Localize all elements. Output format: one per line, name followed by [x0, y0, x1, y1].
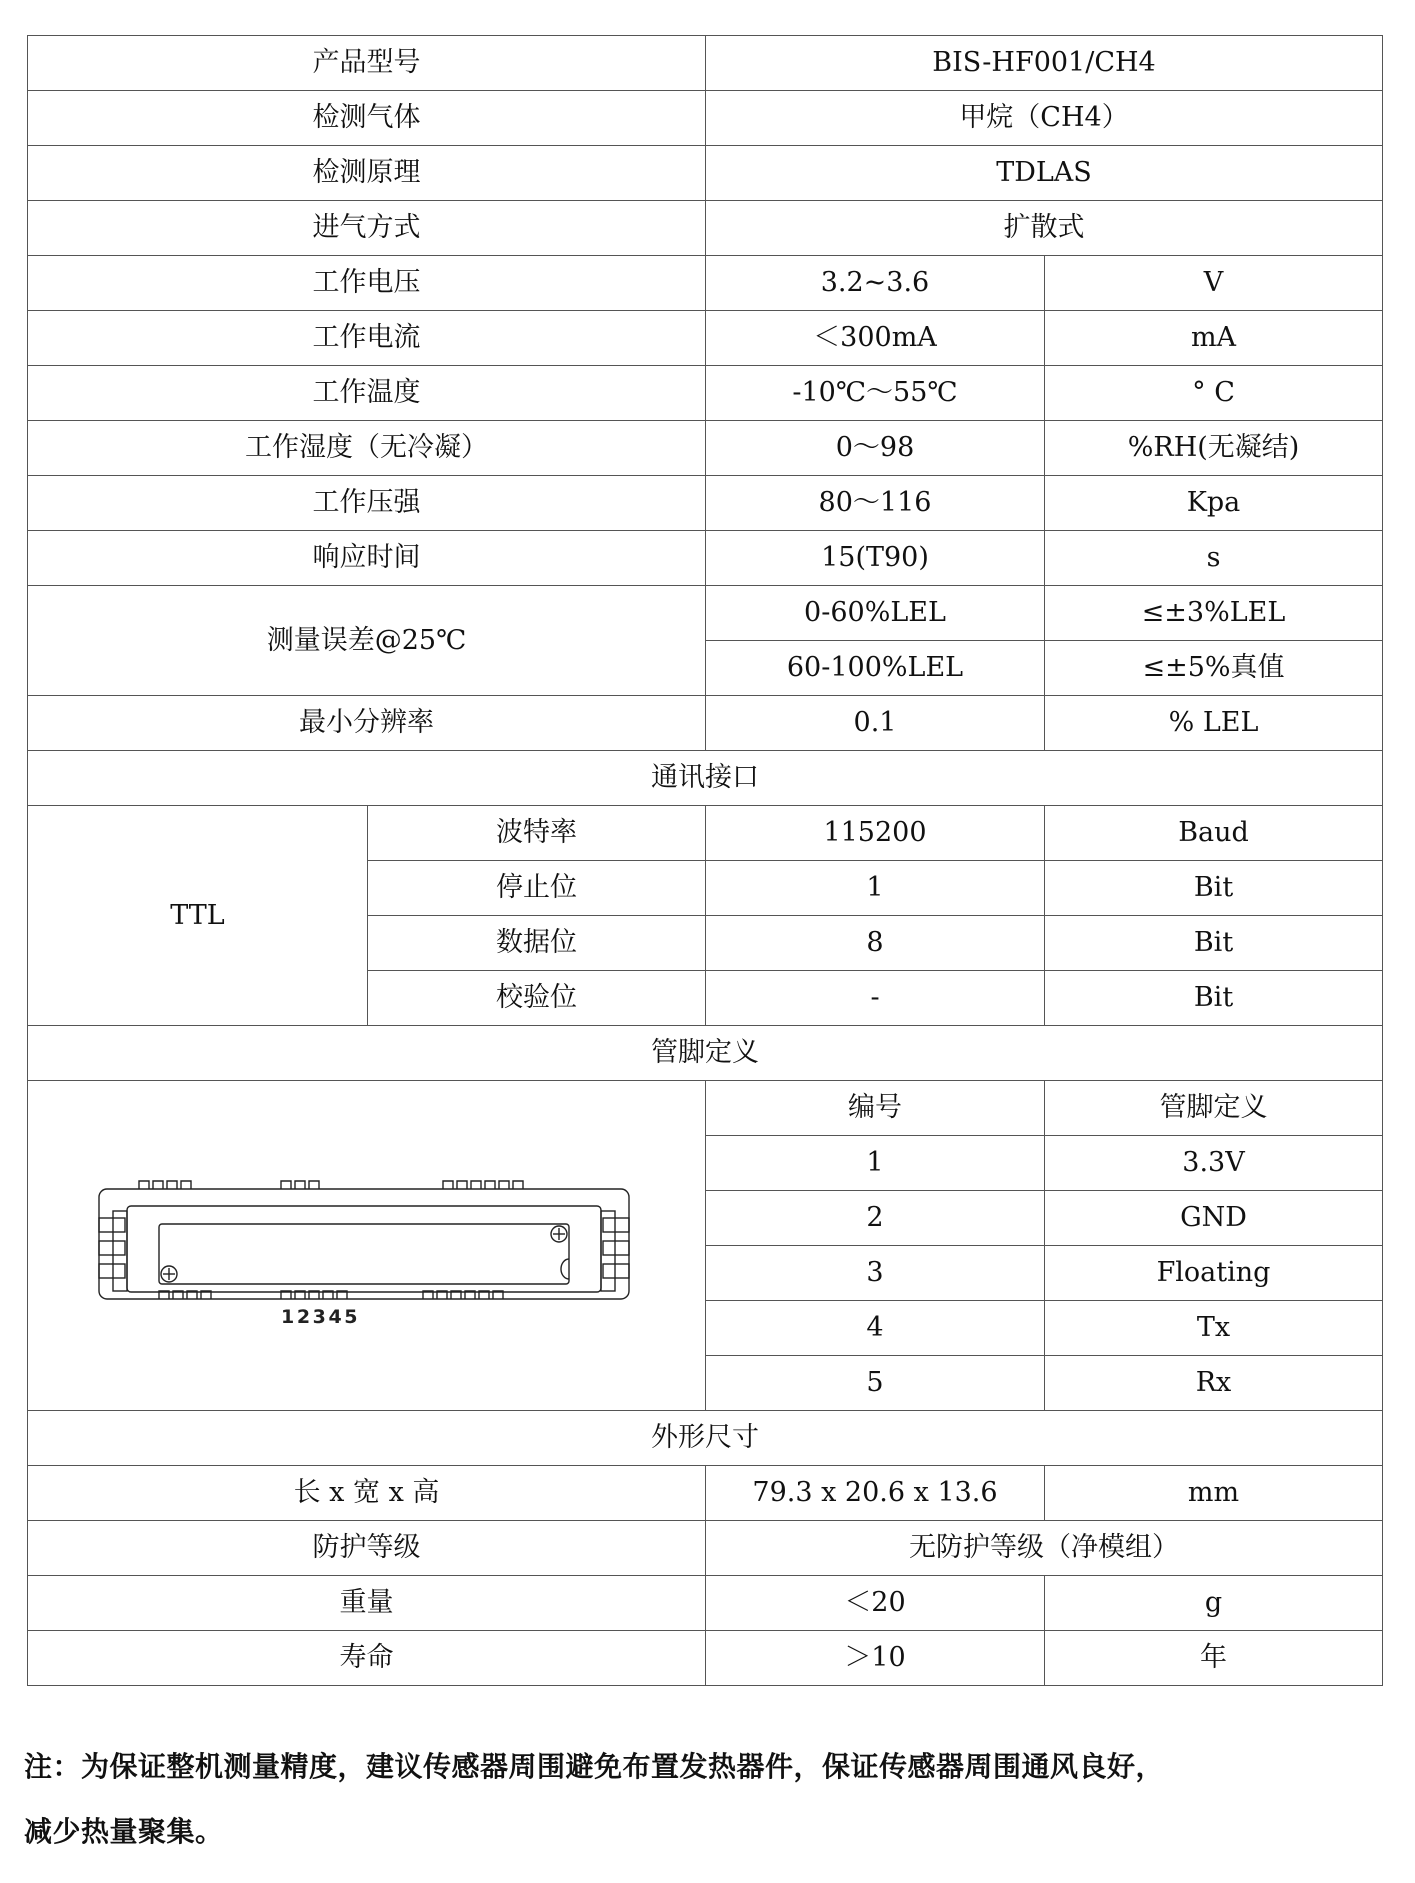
spec-value: 0～98: [706, 421, 1045, 476]
spec-unit: s: [1045, 531, 1383, 586]
comm-interface: TTL: [28, 806, 368, 1026]
section-title-pins: 管脚定义: [28, 1026, 1383, 1081]
note-line-2: 减少热量聚集。: [24, 1815, 224, 1848]
comm-param-unit: Bit: [1045, 861, 1383, 916]
note-line-1: 注：为保证整机测量精度，建议传感器周围避免布置发热器件，保证传感器周围通风良好，: [24, 1750, 1165, 1783]
comm-row: [28, 806, 1383, 861]
comm-param-unit: Baud: [1045, 806, 1383, 861]
spec-label: 响应时间: [28, 531, 706, 586]
comm-param-name: 停止位: [368, 861, 706, 916]
spec-row: [28, 421, 1383, 476]
spec-label: 最小分辨率: [28, 696, 706, 751]
sensor-module-diagram: [97, 1161, 637, 1331]
spec-value: 扩散式: [706, 201, 1383, 256]
pin-header-row: [28, 1081, 1383, 1136]
comm-param-value: 115200: [706, 806, 1045, 861]
pin-number: 2: [706, 1191, 1045, 1246]
spec-label: 工作温度: [28, 366, 706, 421]
comm-param-value: -: [706, 971, 1045, 1026]
spec-label: 工作电流: [28, 311, 706, 366]
spec-value: 15(T90): [706, 531, 1045, 586]
spec-label: 进气方式: [28, 201, 706, 256]
section-header-row: [28, 751, 1383, 806]
spec-value: TDLAS: [706, 146, 1383, 201]
spec-label: 重量: [28, 1576, 706, 1631]
spec-label: 产品型号: [28, 36, 706, 91]
spec-value: 80～116: [706, 476, 1045, 531]
spec-label: 测量误差@25℃: [28, 586, 706, 696]
spec-unit: 年: [1045, 1631, 1383, 1686]
section-title-dimensions: 外形尺寸: [28, 1411, 1383, 1466]
spec-value: 0.1: [706, 696, 1045, 751]
spec-value: ＞10: [706, 1631, 1045, 1686]
comm-param-name: 校验位: [368, 971, 706, 1026]
comm-param-name: 波特率: [368, 806, 706, 861]
pin-definition: GND: [1045, 1191, 1383, 1246]
pin-number: 5: [706, 1356, 1045, 1411]
section-header-row: [28, 1026, 1383, 1081]
spec-row: [28, 476, 1383, 531]
spec-row: [28, 146, 1383, 201]
error-range: 60-100%LEL: [706, 641, 1045, 696]
spec-unit: g: [1045, 1576, 1383, 1631]
spec-row: [28, 1466, 1383, 1521]
pin-definition: Rx: [1045, 1356, 1383, 1411]
spec-value: ＜20: [706, 1576, 1045, 1631]
spec-row: [28, 1631, 1383, 1686]
comm-param-unit: Bit: [1045, 971, 1383, 1026]
spec-row-measurement-error: [28, 586, 1383, 641]
pin-header-definition: 管脚定义: [1045, 1081, 1383, 1136]
pin-definition: Tx: [1045, 1301, 1383, 1356]
error-range: 0-60%LEL: [706, 586, 1045, 641]
spec-row: [28, 1521, 1383, 1576]
pin-definition: Floating: [1045, 1246, 1383, 1301]
spec-value: -10℃～55℃: [706, 366, 1045, 421]
spec-label: 检测气体: [28, 91, 706, 146]
spec-row: [28, 201, 1383, 256]
comm-param-value: 8: [706, 916, 1045, 971]
pin-header-number: 编号: [706, 1081, 1045, 1136]
pin-number: 1: [706, 1136, 1045, 1191]
spec-row: [28, 256, 1383, 311]
pin-definition: 3.3V: [1045, 1136, 1383, 1191]
spec-label: 寿命: [28, 1631, 706, 1686]
spec-unit: mm: [1045, 1466, 1383, 1521]
spec-row: [28, 311, 1383, 366]
spec-value: 无防护等级（净模组）: [706, 1521, 1383, 1576]
spec-value: 3.2~3.6: [706, 256, 1045, 311]
spec-row: [28, 1576, 1383, 1631]
spec-label: 防护等级: [28, 1521, 706, 1576]
error-value: ≤±5%真值: [1045, 641, 1383, 696]
spec-row: [28, 366, 1383, 421]
spec-label: 工作压强: [28, 476, 706, 531]
comm-param-value: 1: [706, 861, 1045, 916]
spec-unit: ° C: [1045, 366, 1383, 421]
spec-row: [28, 36, 1383, 91]
section-header-row: [28, 1411, 1383, 1466]
spec-label: 工作电压: [28, 256, 706, 311]
spec-row: [28, 696, 1383, 751]
section-title-comm: 通讯接口: [28, 751, 1383, 806]
spec-value: 甲烷（CH4）: [706, 91, 1383, 146]
spec-label: 工作湿度（无冷凝）: [28, 421, 706, 476]
spec-label: 检测原理: [28, 146, 706, 201]
spec-row: [28, 531, 1383, 586]
spec-label: 长 x 宽 x 高: [28, 1466, 706, 1521]
comm-param-name: 数据位: [368, 916, 706, 971]
spec-unit: mA: [1045, 311, 1383, 366]
spec-unit: V: [1045, 256, 1383, 311]
spec-table: [27, 35, 1383, 1686]
pin-number: 3: [706, 1246, 1045, 1301]
spec-unit: Kpa: [1045, 476, 1383, 531]
error-value: ≤±3%LEL: [1045, 586, 1383, 641]
spec-unit: %RH(无凝结): [1045, 421, 1383, 476]
spec-value: BIS-HF001/CH4: [706, 36, 1383, 91]
comm-param-unit: Bit: [1045, 916, 1383, 971]
spec-value: 79.3 x 20.6 x 13.6: [706, 1466, 1045, 1521]
pin-number-labels: 12345: [280, 1305, 360, 1328]
pin-diagram-cell: [28, 1081, 706, 1411]
spec-row: [28, 91, 1383, 146]
spec-value: ＜300mA: [706, 311, 1045, 366]
spec-unit: % LEL: [1045, 696, 1383, 751]
pin-number: 4: [706, 1301, 1045, 1356]
